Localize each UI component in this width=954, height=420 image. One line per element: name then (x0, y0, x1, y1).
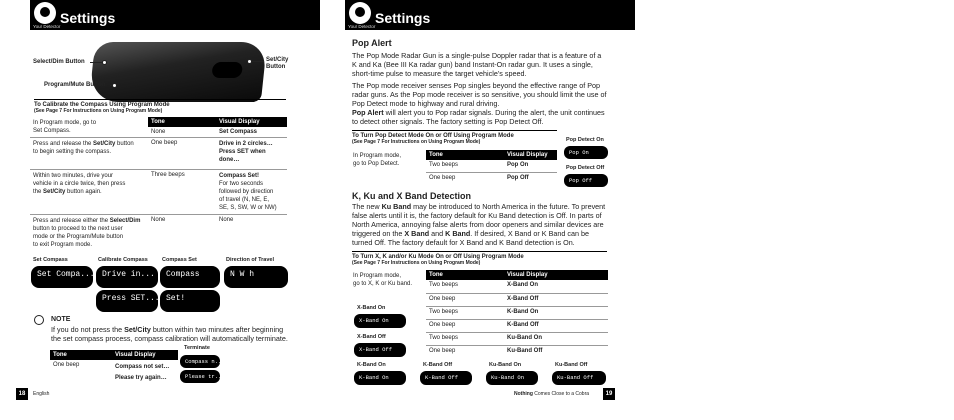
kband-visual-6: Ku-Band Off (507, 347, 543, 354)
right-page-title: Settings (375, 10, 431, 26)
program-mute-marker (112, 83, 117, 88)
pop-step: In Program mode, go to Pop Detect. (353, 153, 402, 167)
display-direction: N W h (224, 266, 288, 288)
display-please-try: Please tr... (180, 370, 220, 383)
display-press-set: Press SET... (96, 290, 158, 312)
notset-visual: Compass not set… Please try again… (115, 364, 170, 381)
cobra-logo-icon (34, 2, 56, 24)
pop-detect-off-label: Pop Detect Off (566, 165, 605, 171)
cobra-logo-icon-right (349, 2, 371, 24)
kband-paragraph: The new Ku Band may be introduced to North America in the future. To prevent false alerts until it is, the factory default for Ku Band detection is Off. In parts of North America, annoying false alerts from door openers and similar devices are triggered on the X Band and K Band. If desired, X Band or K Band can be turned Off. The factory default for X Band and K Band detection is On. (352, 202, 606, 247)
display-compass: Compass (160, 266, 220, 288)
cal-visual-1: Set Compass (219, 129, 258, 135)
notset-tone: One beep (53, 362, 80, 368)
display-kband-on: K-Band On (354, 371, 406, 385)
compass-set-label: Compass Set (162, 257, 197, 263)
display-set-compass: Set Compa... (31, 266, 93, 288)
cal-col-tone: Tone (148, 117, 216, 127)
cal-visual-4: None (219, 217, 234, 223)
pop-table-sub-text: (See Page 7 For Instructions on Using Program Mode) (352, 139, 481, 145)
right-header-section: Your Detector (348, 24, 376, 29)
kband-table-title-text: To Turn X, K and/or Ku Mode On or Off Using Program Mode (352, 254, 524, 260)
pop-alert-p2: The Pop mode receiver senses Pop singles beyond the effective range of Pop radar guns. As the Pop mode receiver is so sensitive, you should limit the use of Pop Detect mode to highway and rural driving. (352, 81, 607, 108)
left-footer-lang: English (33, 391, 50, 397)
kband-tone-6: One beep (429, 347, 456, 354)
kband-on-label: K-Band On (357, 362, 386, 368)
pop-alert-p1: The Pop Mode Radar Gun is a single-pulse Doppler radar that is a feature of a K and Ka (Bee III Ka radar gun) band Instant-On radar gun. It uses a single, short-time pulse to measure the target vehicle’s speed. (352, 51, 602, 78)
terminate-label: Terminate (184, 345, 210, 351)
kband-off-label: K-Band Off (423, 362, 453, 368)
pop-table-title (352, 130, 557, 145)
display-xband-off: X-Band Off (354, 343, 406, 357)
cal-step-4: Press and release either the Select/Dim button to proceed to the next user mode or the Program/Mute button to exit Program mode. (33, 218, 141, 248)
select-dim-label: Select/Dim Button (33, 59, 85, 65)
kband-tone-1: Two beeps (429, 282, 459, 288)
display-pop-off: Pop Off (564, 174, 608, 187)
cal-step-2: Press and release the Set/City button to begin setting the compass. (33, 141, 134, 155)
display-compass-not: Compass n... (180, 355, 220, 368)
pop-visual-1: Pop On (507, 162, 529, 168)
kband-tone-3: Two beeps (429, 308, 459, 315)
calibrate-table-title (34, 99, 286, 114)
kband-visual-2: X-Band Off (507, 295, 539, 302)
notset-col-tone: Tone (50, 350, 112, 360)
pop-col-tone: Tone (426, 150, 504, 160)
select-dim-marker (102, 60, 107, 65)
cal-tone-2: One beep (151, 140, 178, 146)
right-footer-brand: Nothing Comes Close to a Cobra (514, 391, 590, 397)
kband-col-visual: Visual Display (504, 270, 608, 280)
display-kuband-off: Ku-Band Off (552, 371, 606, 385)
kband-visual-1: X-Band On (507, 282, 538, 288)
kband-heading: K, Ku and X Band Detection (352, 191, 472, 201)
right-page-number: 19 (603, 388, 615, 400)
left-page-title: Settings (60, 10, 116, 26)
direction-label: Direction of Travel (226, 257, 274, 263)
radar-detector-image (89, 42, 267, 102)
notset-col-visual: Visual Display (112, 350, 178, 360)
kband-visual-5: Ku-Band On (507, 334, 542, 341)
set-compass-label: Set Compass (33, 257, 68, 263)
kband-tone-5: Two beeps (429, 334, 459, 341)
set-city-label: Set/City Button (266, 57, 289, 70)
pop-tone-1: Two beeps (429, 162, 459, 168)
kband-tone-2: One beep (429, 295, 456, 302)
display-kband-off: K-Band Off (420, 371, 472, 385)
pop-tone-2: One beep (429, 174, 456, 181)
program-mute-label: Program/Mute Button (44, 82, 106, 88)
note-label: NOTE (51, 316, 71, 323)
not-set-table (50, 350, 178, 386)
display-kuband-on: Ku-Band On (486, 371, 538, 385)
note-text: If you do not press the Set/City button within two minutes after beginning the set compass process, compass calibration will automatically terminate. (51, 325, 288, 343)
cal-step-1: In Program mode, go to Set Compass. (33, 120, 97, 134)
note-icon (34, 315, 44, 325)
cal-visual-3: Compass Set! For two seconds followed by direction of travel (N, NE, E, SE, S, SW, W or NW) (219, 173, 277, 211)
kband-step: In Program mode, go to X, K or Ku band. (353, 273, 413, 287)
xband-on-label: X-Band On (357, 305, 386, 311)
cal-tone-4: None (151, 217, 166, 223)
calibrate-title-text: To Calibrate the Compass Using Program Mode (34, 102, 170, 108)
kband-table-title (352, 251, 607, 266)
left-header-section: Your Detector (33, 24, 61, 29)
cal-col-visual: Visual Display (216, 117, 287, 127)
left-header (30, 0, 320, 30)
kuband-off-label: Ku-Band Off (555, 362, 588, 368)
cal-visual-2: Drive in 2 circles… Press SET when done… (219, 141, 273, 163)
pop-table-title-text: To Turn Pop Detect Mode On or Off Using Program Mode (352, 133, 514, 139)
display-drive-in: Drive in... (96, 266, 158, 288)
cal-tone-3: Three beeps (151, 172, 185, 178)
cal-tone-1: None (151, 129, 166, 135)
calibrate-compass-label: Calibrate Compass (98, 257, 148, 263)
pop-table (350, 150, 557, 184)
pop-detect-on-label: Pop Detect On (566, 137, 604, 143)
calibrate-subtitle-text: (See Page 7 For Instructions on Using Program Mode) (34, 108, 163, 114)
xband-off-label: X-Band Off (357, 334, 386, 340)
display-pop-on: Pop On (564, 146, 608, 159)
display-xband-on: X-Band On (354, 314, 406, 328)
display-set: Set! (160, 290, 220, 312)
kband-col-tone: Tone (426, 270, 504, 280)
pop-alert-heading: Pop Alert (352, 38, 392, 48)
kuband-on-label: Ku-Band On (489, 362, 522, 368)
cal-step-3: Within two minutes, drive your vehicle in a circle twice, then press the Set/City button again. (33, 173, 126, 195)
kband-visual-4: K-Band Off (507, 321, 539, 328)
kband-visual-3: K-Band On (507, 308, 539, 315)
right-header (345, 0, 635, 30)
left-page-number: 18 (16, 388, 28, 400)
kband-table-sub-text: (See Page 7 For Instructions on Using Program Mode) (352, 260, 481, 266)
pop-col-visual: Visual Display (504, 150, 557, 160)
pop-visual-2: Pop Off (507, 174, 529, 181)
pop-alert-p3: Pop Alert will alert you to Pop radar signals. During the alert, the unit continues to detect other signals. The factory setting is Pop Detect Off. (352, 108, 605, 126)
calibrate-table (30, 117, 287, 259)
kband-tone-4: One beep (429, 321, 456, 328)
set-city-marker (247, 59, 252, 64)
